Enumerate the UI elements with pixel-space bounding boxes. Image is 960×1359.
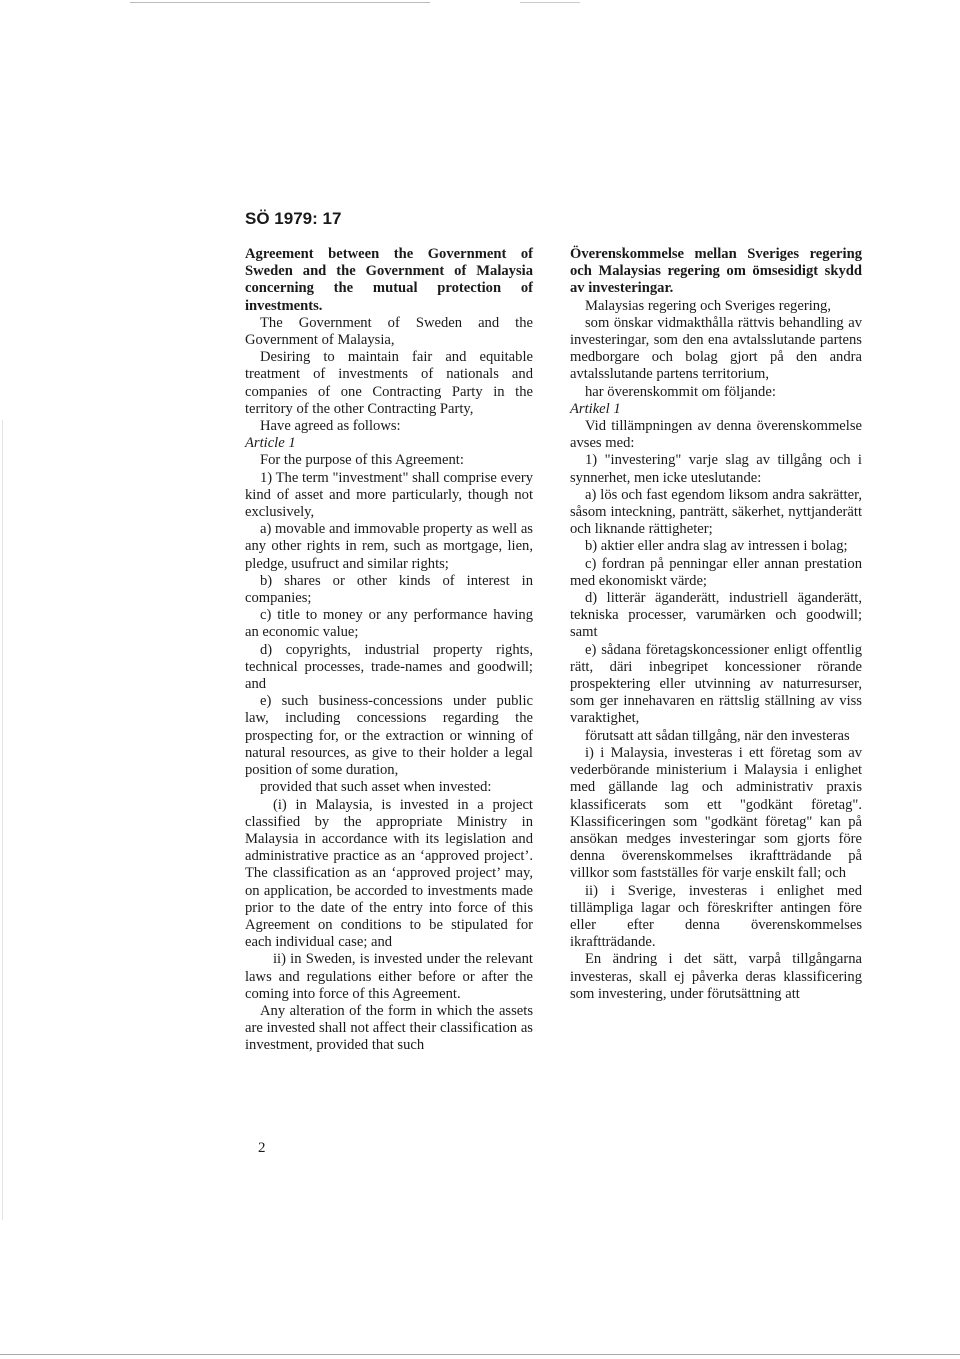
english-item-d: d) copyrights, industrial property rights, technical processes, trade-names and goodwill; and	[245, 641, 533, 693]
scan-edge-bottom	[0, 1354, 960, 1355]
swedish-definition-investment: 1) "investering" varje slag av tillgång och i synnerhet, men icke uteslutande:	[570, 452, 862, 486]
swedish-column	[570, 246, 862, 1003]
swedish-preamble-parties: Malaysias regering och Sveriges regering,	[585, 297, 831, 314]
english-item-b: b) shares or other kinds of interest in companies;	[245, 572, 533, 607]
english-alteration-clause: Any alteration of the form in which the assets are invested shall not affect their classification as investment, provided that such	[245, 1002, 533, 1054]
english-column	[245, 246, 533, 1055]
page-number: 2	[258, 1140, 266, 1156]
scan-edge-top-right	[520, 2, 580, 3]
swedish-proviso-sweden: ii) i Sverige, investeras i enlighet med tillämpliga lagar och föreskrifter antingen före eller efter denna överenskommelses ikraftträdande.	[570, 882, 862, 951]
english-proviso: provided that such asset when invested:	[260, 779, 492, 796]
swedish-item-c: c) fordran på penningar eller annan prestation med ekonomiskt värde;	[570, 555, 862, 589]
swedish-proviso-malaysia: i) i Malaysia, investeras i ett företag som av vederbörande ministerium i Malaysia i enlighet med gällande lag och administrativ praxis klassificerats som ett "godkänt företag". Klassificeringen som "godkänt företag" kan på ansökan medges investeringar som gjorts före denna överenskommelses ikraftträdande på villkor som fastställes för varje enskilt fall; och	[570, 744, 862, 882]
document-reference: SÖ 1979: 17	[245, 209, 342, 228]
scan-edge-left	[2, 420, 3, 1220]
swedish-item-a: a) lös och fast egendom liksom andra sakrätter, såsom inteckning, panträtt, säkerhet, nyttjanderätt och liknande rättigheter;	[570, 486, 862, 538]
english-preamble-agreed: Have agreed as follows:	[260, 418, 401, 435]
english-definition-investment: 1) The term "investment" shall comprise every kind of asset and more particularly, though not exclusively,	[245, 469, 533, 521]
swedish-title: Överenskommelse mellan Sveriges regering och Malaysias regering om ömsesidigt skydd av investeringar.	[570, 246, 862, 297]
swedish-article-intro: Vid tillämpningen av denna överenskommelse avses med:	[570, 418, 862, 452]
english-preamble-parties: The Government of Sweden and the Government of Malaysia,	[245, 314, 533, 349]
swedish-preamble-agreed: har överenskommit om följande:	[585, 383, 776, 400]
english-item-a: a) movable and immovable property as well as any other rights in rem, such as mortgage, lien, pledge, usufruct and similar rights;	[245, 521, 533, 572]
swedish-preamble-desiring: som önskar vidmakthålla rättvis behandling av investeringar, som den ena avtalsslutande partens medborgare och bolag gjort på den andra avtalsslutande partens territorium,	[570, 314, 862, 383]
english-preamble-desiring: Desiring to maintain fair and equitable treatment of investments of nationals and companies of one Contracting Party in the territory of the other Contracting Party,	[245, 349, 533, 417]
swedish-article-heading: Artikel 1	[570, 400, 621, 417]
english-item-e: e) such business-concessions under public law, including concessions regarding the prospecting for, or the extraction or winning of natural resources, as give to their holder a legal position of some duration,	[245, 693, 533, 779]
english-proviso-malaysia: (i) in Malaysia, is invested in a project classified by the appropriate Ministry in Malaysia in accordance with its legislation and administrative practice as an ‘approved project’. The classification as an ‘approved project’ may, on application, be accorded to investments made prior to the date of the entry into force of this Agreement on conditions to be stipulated for each individual case; and	[245, 796, 533, 951]
swedish-item-d: d) litterär äganderätt, industriell äganderätt, tekniska processer, varumärken och goodwill; samt	[570, 590, 862, 641]
english-title: Agreement between the Government of Sweden and the Government of Malaysia concerning the mutual protection of investments.	[245, 246, 533, 314]
swedish-item-e: e) sådana företagskoncessioner enligt offentlig rätt, däri inbegripet koncessioner rörande prospektering eller utvinning av naturresurser, som ger innehavaren en rättslig ställning av viss varaktighet,	[570, 641, 862, 727]
scan-edge-top	[130, 2, 430, 3]
swedish-alteration-clause: En ändring i det sätt, varpå tillgångarna investeras, skall ej påverka deras klassificering som investering, under förutsättning att	[570, 951, 862, 1002]
english-item-c: c) title to money or any performance having an economic value;	[245, 607, 533, 641]
swedish-item-b: b) aktier eller andra slag av intressen i bolag;	[585, 538, 848, 555]
english-article-intro: For the purpose of this Agreement:	[260, 452, 464, 469]
english-proviso-sweden: ii) in Sweden, is invested under the relevant laws and regulations either before or after the coming into force of this Agreement.	[245, 951, 533, 1002]
swedish-proviso: förutsatt att sådan tillgång, när den investeras	[585, 727, 850, 744]
english-article-heading: Article 1	[245, 435, 296, 452]
